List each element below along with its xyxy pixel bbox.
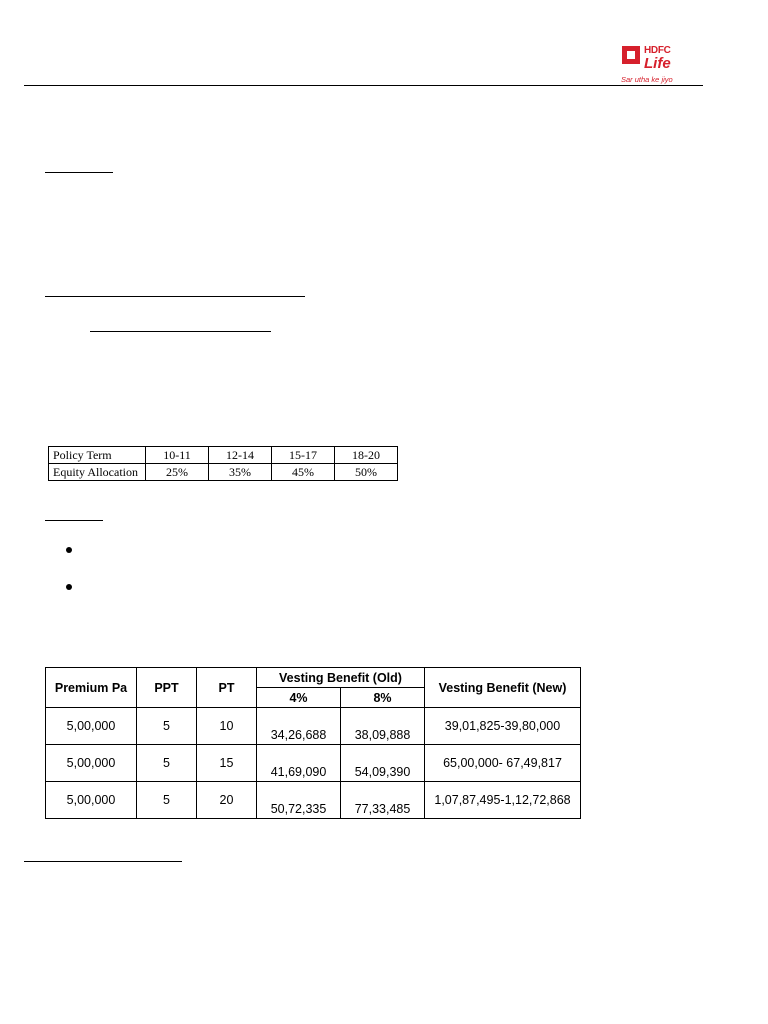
header-divider xyxy=(24,85,703,86)
logo-brand: HDFC xyxy=(644,45,671,56)
hdfc-life-logo xyxy=(620,44,682,86)
new-benefit-cell: 1,07,87,495-1,12,72,868 xyxy=(425,782,581,819)
old-4-cell: 34,26,688 xyxy=(257,708,341,745)
premium-cell: 5,00,000 xyxy=(46,708,137,745)
allocation-cell: 50% xyxy=(335,464,398,481)
allocation-cell: 45% xyxy=(272,464,335,481)
pt-cell: 10 xyxy=(197,708,257,745)
new-benefit-cell: 39,01,825-39,80,000 xyxy=(425,708,581,745)
table-header-row xyxy=(46,668,581,688)
allocation-cell: 25% xyxy=(146,464,209,481)
policy-term-cell: 12-14 xyxy=(209,447,272,464)
old-8-cell: 38,09,888 xyxy=(341,708,425,745)
final-heading-underline xyxy=(24,861,182,862)
old-8-cell: 77,33,485 xyxy=(341,782,425,819)
table-row xyxy=(46,782,581,819)
old-8-cell: 54,09,390 xyxy=(341,745,425,782)
equity-allocation-table xyxy=(48,446,398,481)
notes-heading-underline xyxy=(45,520,103,521)
heading-underline-2 xyxy=(45,296,305,297)
ppt-cell: 5 xyxy=(137,708,197,745)
pt-cell: 15 xyxy=(197,745,257,782)
header-vesting-new: Vesting Benefit (New) xyxy=(425,668,581,708)
policy-term-cell: 10-11 xyxy=(146,447,209,464)
allocation-cell: 35% xyxy=(209,464,272,481)
logo-name: Life xyxy=(644,55,671,72)
header-vesting-old: Vesting Benefit (Old) xyxy=(257,668,425,688)
subheading-underline xyxy=(90,331,271,332)
bullet-icon xyxy=(66,584,72,590)
vesting-benefit-table xyxy=(45,667,581,819)
row-label-equity-allocation: Equity Allocation xyxy=(49,464,146,481)
heading-underline-1 xyxy=(45,172,113,173)
pt-cell: 20 xyxy=(197,782,257,819)
header-rate-4: 4% xyxy=(257,688,341,708)
premium-cell: 5,00,000 xyxy=(46,782,137,819)
ppt-cell: 5 xyxy=(137,745,197,782)
table-row xyxy=(46,745,581,782)
policy-term-cell: 15-17 xyxy=(272,447,335,464)
table-row xyxy=(49,464,398,481)
policy-term-cell: 18-20 xyxy=(335,447,398,464)
logo-tagline: Sar utha ke jiyo xyxy=(621,75,673,84)
premium-cell: 5,00,000 xyxy=(46,745,137,782)
bullet-icon xyxy=(66,547,72,553)
header-premium: Premium Pa xyxy=(46,668,137,708)
header-pt: PT xyxy=(197,668,257,708)
table-row xyxy=(49,447,398,464)
header-rate-8: 8% xyxy=(341,688,425,708)
ppt-cell: 5 xyxy=(137,782,197,819)
old-4-cell: 41,69,090 xyxy=(257,745,341,782)
logo-square-icon xyxy=(622,46,640,64)
table-row xyxy=(46,708,581,745)
row-label-policy-term: Policy Term xyxy=(49,447,146,464)
new-benefit-cell: 65,00,000- 67,49,817 xyxy=(425,745,581,782)
old-4-cell: 50,72,335 xyxy=(257,782,341,819)
header-ppt: PPT xyxy=(137,668,197,708)
